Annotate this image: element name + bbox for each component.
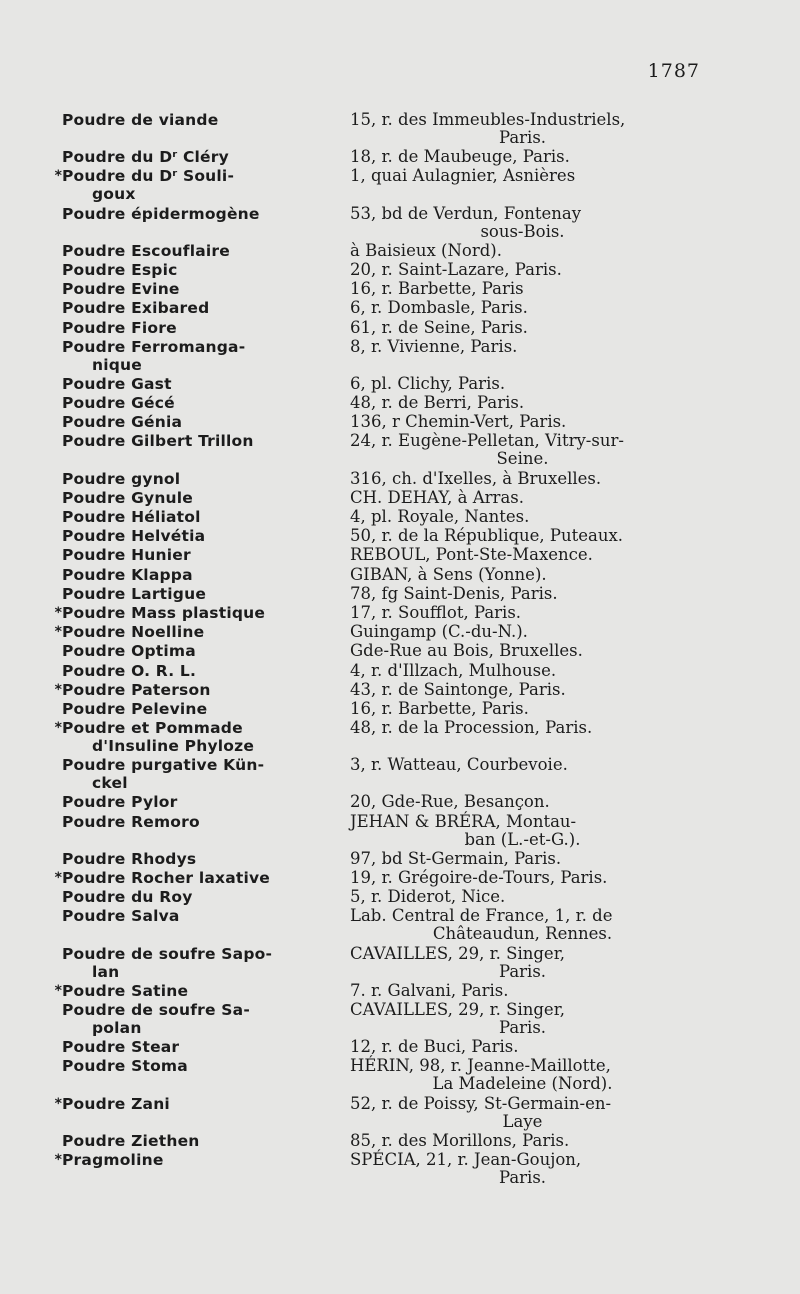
entry-name-line: Poudre Gast — [62, 374, 172, 393]
entry-name-line: Poudre Rhodys — [62, 849, 197, 868]
entry-name — [62, 1001, 350, 1037]
list-item — [0, 662, 800, 680]
entry-address — [350, 945, 695, 981]
entry-name — [62, 1038, 350, 1056]
entry-address-line: 5, r. Diderot, Nice. — [350, 887, 506, 907]
list-item — [0, 111, 800, 147]
entry-address — [350, 907, 695, 943]
list-item — [0, 1001, 800, 1037]
entry-name-line: polan — [92, 1018, 142, 1037]
entry-address — [350, 869, 695, 887]
entry-name — [62, 432, 350, 450]
list-item — [0, 413, 800, 431]
list-item — [0, 681, 800, 699]
entry-address — [350, 111, 695, 147]
entry-address-line: 8, r. Vivienne, Paris. — [350, 336, 518, 356]
entry-name-line: goux — [92, 185, 136, 204]
entry-name-line: Poudre Héliatol — [62, 508, 201, 526]
entry-name-line: Poudre Espic — [62, 260, 178, 279]
entry-address-line: Paris. — [498, 128, 547, 147]
entry-name — [62, 623, 350, 641]
entry-marker: * — [54, 604, 62, 621]
list-item — [0, 1038, 800, 1056]
entry-name-line: Poudre Klappa — [62, 565, 193, 584]
entry-name-line: Poudre gynol — [62, 469, 181, 488]
entry-address-line: 43, r. de Saintonge, Paris. — [350, 679, 566, 699]
entry-address — [350, 1095, 695, 1131]
entry-name — [62, 338, 350, 374]
entry-name — [62, 756, 350, 792]
list-item — [0, 375, 800, 393]
entry-address-line: 136, r Chemin-Vert, Paris. — [350, 412, 567, 432]
entry-name-line: Poudre Noelline — [62, 623, 205, 642]
entry-name — [62, 470, 350, 488]
list-item — [0, 280, 800, 298]
entry-address-line: ban (L.-et-G.). — [464, 829, 581, 849]
entry-address — [350, 566, 695, 584]
entry-address-line: HÉRIN, 98, r. Jeanne-Maillotte, — [350, 1056, 611, 1076]
entry-address — [350, 242, 695, 260]
entry-name-line: Poudre du Dʳ Souli- — [62, 167, 235, 186]
entry-address-line: 20, Gde-Rue, Besançon. — [350, 792, 550, 812]
entry-address — [350, 850, 695, 868]
entry-name — [62, 280, 350, 298]
list-item — [0, 945, 800, 981]
entry-name-line: Poudre du Roy — [62, 888, 193, 907]
list-item — [0, 850, 800, 868]
entry-marker: * — [54, 681, 62, 698]
entry-name-line: Poudre de soufre Sa- — [62, 1000, 250, 1019]
entry-marker: * — [54, 624, 62, 641]
list-item — [0, 869, 800, 887]
directory-list — [0, 111, 800, 1188]
entry-address — [350, 148, 695, 166]
entry-address-line: SPÉCIA, 21, r. Jean-Goujon, — [350, 1149, 582, 1169]
entry-name-line: Poudre Génia — [62, 413, 183, 432]
entry-address-line: La Madeleine (Nord). — [432, 1074, 613, 1094]
entry-address-line: 85, r. des Morillons, Paris. — [350, 1130, 570, 1150]
entry-address-line: 4, r. d'Illzach, Mulhouse. — [350, 660, 557, 680]
entry-address-line: 18, r. de Maubeuge, Paris. — [350, 147, 570, 167]
list-item — [0, 623, 800, 641]
entry-name — [62, 205, 350, 223]
entry-address-line: 48, r. de Berri, Paris. — [350, 393, 525, 413]
entry-name-line: Poudre Salva — [62, 907, 180, 926]
entry-address-line: JEHAN & BRÉRA, Montau- — [350, 811, 577, 831]
list-item — [0, 700, 800, 718]
entry-address-line: Paris. — [498, 1167, 547, 1187]
entry-address-line: CAVAILLES, 29, r. Singer, — [350, 943, 566, 963]
entry-name-line: Poudre Optima — [62, 642, 196, 661]
entry-name-line: Poudre Gynule — [62, 488, 194, 507]
entry-address — [350, 432, 695, 468]
entry-address-line: 48, r. de la Procession, Paris. — [350, 718, 593, 738]
entry-address-line: Seine. — [496, 449, 549, 469]
entry-name-line: Poudre Remoro — [62, 812, 200, 831]
list-item — [0, 604, 800, 622]
entry-address — [350, 280, 695, 298]
entry-address-line: Paris. — [498, 1017, 547, 1037]
entry-name-line: Poudre Exibared — [62, 299, 210, 318]
list-item — [0, 546, 800, 564]
entry-name-line: Pragmoline — [62, 1150, 164, 1169]
entry-address — [350, 413, 695, 431]
list-item — [0, 167, 800, 203]
entry-address — [350, 1057, 695, 1093]
entry-address — [350, 793, 695, 811]
list-item — [0, 585, 800, 603]
entry-name-line: Poudre Lartigue — [62, 584, 207, 603]
entry-name-line: Poudre Satine — [62, 981, 189, 1000]
entry-name — [62, 813, 350, 831]
entry-address — [350, 527, 695, 545]
entry-name-line: Poudre Ferromanga- — [62, 337, 246, 356]
entry-address-line: 7. r. Galvani, Paris. — [350, 980, 509, 1000]
entry-address-line: 61, r. de Seine, Paris. — [350, 317, 528, 337]
entry-address-line: 16, r. Barbette, Paris. — [350, 698, 529, 718]
entry-name-line: Poudre Rocher laxative — [62, 869, 271, 887]
entry-address — [350, 719, 695, 737]
entry-address — [350, 299, 695, 317]
entry-name — [62, 793, 350, 811]
entry-address-line: 20, r. Saint-Lazare, Paris. — [350, 259, 562, 279]
entry-address — [350, 585, 695, 603]
entry-address — [350, 604, 695, 622]
entry-address — [350, 623, 695, 641]
entry-address — [350, 888, 695, 906]
entry-name — [62, 700, 350, 718]
entry-name-line: Poudre Paterson — [62, 680, 211, 699]
list-item — [0, 242, 800, 260]
entry-address — [350, 982, 695, 1000]
entry-address-line: Châteaudun, Rennes. — [432, 924, 613, 944]
entry-name — [62, 167, 350, 203]
entry-address-line: Gde-Rue au Bois, Bruxelles. — [350, 641, 583, 661]
entry-address — [350, 167, 695, 185]
entry-name-line: Poudre Gilbert Trillon — [62, 432, 254, 451]
entry-name-line: Poudre Helvétia — [62, 527, 206, 546]
list-item — [0, 148, 800, 166]
entry-address — [350, 1132, 695, 1150]
entry-name — [62, 148, 350, 166]
entry-name — [62, 546, 350, 564]
entry-name — [62, 982, 350, 1000]
entry-marker: * — [54, 720, 62, 737]
entry-address-line: 6, pl. Clichy, Paris. — [350, 373, 506, 393]
entry-marker: * — [54, 982, 62, 999]
entry-address-line: GIBAN, à Sens (Yonne). — [350, 564, 547, 584]
entry-address-line: 78, fg Saint-Denis, Paris. — [350, 583, 558, 603]
entry-address-line: 52, r. de Poissy, St-Germain-en- — [350, 1093, 612, 1113]
entry-name — [62, 585, 350, 603]
entry-name — [62, 508, 350, 526]
entry-address — [350, 508, 695, 526]
entry-name — [62, 642, 350, 660]
entry-address-line: Laye — [502, 1111, 543, 1131]
list-item — [0, 888, 800, 906]
entry-name-line: Poudre Stoma — [62, 1057, 188, 1076]
entry-address-line: Guingamp (C.-du-N.). — [350, 622, 528, 642]
entry-name-line: Poudre du Dʳ Cléry — [62, 148, 229, 167]
entry-address-line: 12, r. de Buci, Paris. — [350, 1037, 519, 1057]
entry-marker: * — [54, 870, 62, 886]
entry-address-line: 15, r. des Immeubles-Industriels, — [350, 110, 626, 129]
entry-address-line: 19, r. Grégoire-de-Tours, Paris. — [350, 868, 608, 887]
list-item — [0, 1132, 800, 1150]
entry-address-line: 97, bd St-Germain, Paris. — [350, 848, 562, 868]
entry-name — [62, 489, 350, 507]
list-item — [0, 508, 800, 526]
entry-address-line: 17, r. Soufflot, Paris. — [350, 602, 522, 622]
entry-name-line: Poudre de viande — [62, 111, 219, 129]
entry-name-line: Poudre Fiore — [62, 318, 177, 337]
entry-name — [62, 888, 350, 906]
list-item — [0, 756, 800, 792]
entry-marker: * — [54, 168, 62, 185]
entry-name — [62, 527, 350, 545]
entry-name — [62, 1151, 350, 1169]
entry-address — [350, 489, 695, 507]
entry-address — [350, 1038, 695, 1056]
entry-name — [62, 242, 350, 260]
entry-address — [350, 681, 695, 699]
list-item — [0, 566, 800, 584]
entry-address — [350, 813, 695, 849]
list-item — [0, 299, 800, 317]
entry-address — [350, 319, 695, 337]
entry-name-line: Poudre purgative Kün- — [62, 756, 265, 775]
entry-name — [62, 1057, 350, 1075]
entry-address-line: sous-Bois. — [480, 221, 565, 241]
entry-address — [350, 1001, 695, 1037]
entry-name-line: Poudre Zani — [62, 1094, 170, 1113]
entry-address-line: Paris. — [498, 961, 547, 981]
entry-name — [62, 261, 350, 279]
list-item — [0, 205, 800, 241]
entry-name-line: ckel — [92, 774, 128, 793]
list-item — [0, 982, 800, 1000]
entry-address-line: 3, r. Watteau, Courbevoie. — [350, 755, 568, 775]
entry-address — [350, 261, 695, 279]
entry-address — [350, 394, 695, 412]
list-item — [0, 793, 800, 811]
entry-name-line: Poudre épidermogène — [62, 204, 260, 223]
entry-name — [62, 869, 350, 887]
entry-address-line: Lab. Central de France, 1, r. de — [350, 906, 613, 926]
entry-name — [62, 662, 350, 680]
list-item — [0, 907, 800, 943]
list-item — [0, 489, 800, 507]
entry-address-line: 316, ch. d'Ixelles, à Bruxelles. — [350, 468, 602, 488]
entry-name-line: Poudre Pelevine — [62, 699, 208, 718]
entry-name-line: d'Insuline Phyloze — [92, 737, 255, 756]
entry-address — [350, 756, 695, 774]
entry-address — [350, 662, 695, 680]
entry-address-line: 53, bd de Verdun, Fontenay — [350, 203, 582, 223]
list-item — [0, 527, 800, 545]
entry-marker: * — [54, 1095, 62, 1112]
entry-name — [62, 566, 350, 584]
entry-address — [350, 205, 695, 241]
list-item — [0, 719, 800, 755]
entry-name — [62, 319, 350, 337]
list-item — [0, 1095, 800, 1131]
list-item — [0, 470, 800, 488]
entry-name-line: Poudre Escouflaire — [62, 241, 230, 260]
entry-name-line: Poudre Mass plastique — [62, 603, 266, 622]
entry-name — [62, 375, 350, 393]
entry-name — [62, 945, 350, 981]
entry-address-line: 24, r. Eugène-Pelletan, Vitry-sur- — [350, 431, 624, 451]
entry-name — [62, 850, 350, 868]
entry-address-line: 1, quai Aulagnier, Asnières — [350, 166, 576, 186]
entry-address — [350, 1151, 695, 1187]
entry-address-line: 4, pl. Royale, Nantes. — [350, 507, 530, 526]
entry-name-line: Poudre Ziethen — [62, 1131, 200, 1150]
list-item — [0, 432, 800, 468]
entry-name-line: Poudre Pylor — [62, 793, 178, 812]
entry-name — [62, 719, 350, 755]
entry-address-line: 50, r. de la République, Puteaux. — [350, 526, 624, 546]
list-item — [0, 1057, 800, 1093]
entry-address — [350, 546, 695, 564]
entry-name-line: Poudre Stear — [62, 1038, 180, 1057]
entry-name — [62, 1095, 350, 1113]
list-item — [0, 813, 800, 849]
entry-name-line: lan — [92, 962, 120, 981]
entry-address — [350, 470, 695, 488]
entry-name — [62, 907, 350, 925]
entry-name — [62, 413, 350, 431]
entry-address-line: REBOUL, Pont-Ste-Maxence. — [350, 545, 593, 565]
entry-name — [62, 681, 350, 699]
entry-address-line: 16, r. Barbette, Paris — [350, 279, 524, 299]
page-number: 1787 — [647, 60, 700, 82]
entry-address — [350, 642, 695, 660]
entry-address-line: 6, r. Dombasle, Paris. — [350, 298, 528, 318]
entry-name-line: nique — [92, 355, 142, 374]
entry-address — [350, 375, 695, 393]
entry-name-line: Poudre Hunier — [62, 546, 191, 565]
entry-marker: * — [54, 1151, 62, 1168]
entry-name — [62, 299, 350, 317]
entry-name — [62, 394, 350, 412]
entry-address-line: CAVAILLES, 29, r. Singer, — [350, 999, 566, 1019]
entry-name — [62, 604, 350, 622]
entry-address — [350, 338, 695, 356]
entry-name — [62, 111, 350, 129]
list-item — [0, 319, 800, 337]
list-item — [0, 261, 800, 279]
list-item — [0, 642, 800, 660]
list-item — [0, 1151, 800, 1187]
entry-name-line: Poudre O. R. L. — [62, 661, 197, 680]
entry-name-line: Poudre Gécé — [62, 394, 175, 413]
entry-name-line: Poudre de soufre Sapo- — [62, 944, 273, 963]
list-item — [0, 338, 800, 374]
entry-address-line: à Baisieux (Nord). — [350, 240, 502, 260]
entry-name-line: Poudre Evine — [62, 280, 180, 299]
entry-name-line: Poudre et Pommade — [62, 719, 243, 738]
list-item — [0, 394, 800, 412]
entry-address-line: CH. DEHAY, à Arras. — [350, 487, 524, 507]
entry-name — [62, 1132, 350, 1150]
entry-address — [350, 700, 695, 718]
